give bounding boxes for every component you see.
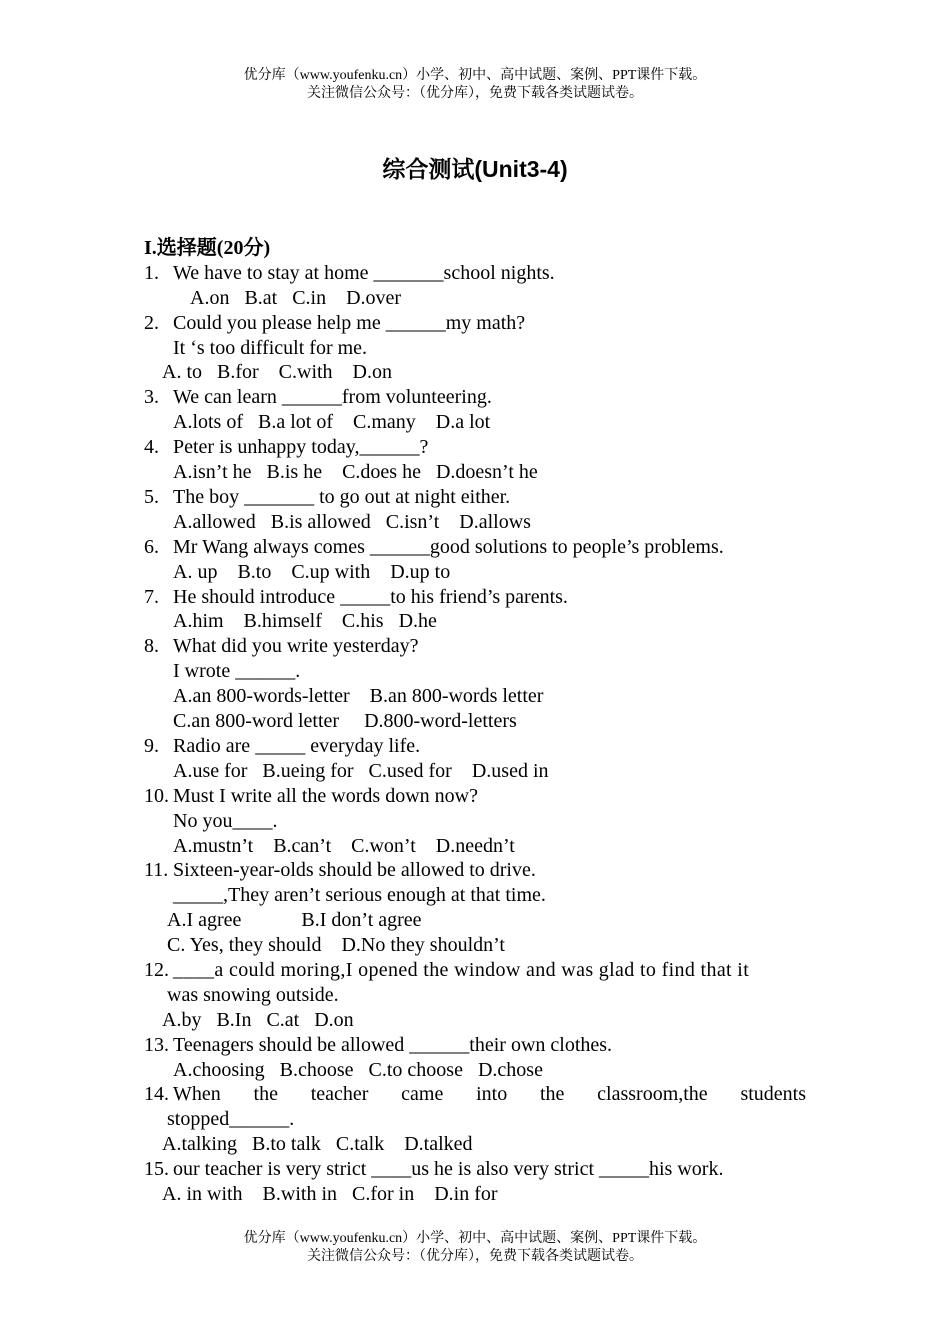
- question-options: A.choosing B.choose C.to choose D.chose: [173, 1058, 543, 1081]
- footer-line-1: 优分库（www.youfenku.cn）小学、初中、高中试题、案例、PPT课件下载。: [243, 1231, 707, 1246]
- question-number: 2.: [144, 311, 159, 334]
- question-options: A.use for B.ueing for C.used for D.used in: [173, 759, 549, 782]
- question-text: Sixteen-year-olds should be allowed to drive.: [173, 859, 536, 882]
- question-options: A. in with B.with in C.for in D.in for: [162, 1183, 498, 1206]
- exam-content: [144, 236, 806, 1207]
- question-text: our teacher is very strict ____us he is also very strict _____his work.: [173, 1158, 724, 1181]
- question-6: [144, 535, 806, 560]
- page-footer: [0, 1230, 950, 1266]
- question-number: 11.: [144, 859, 169, 882]
- question-number: 7.: [144, 585, 159, 608]
- question-9: [144, 734, 806, 759]
- question-number: 3.: [144, 386, 159, 409]
- question-number: 13.: [144, 1033, 169, 1056]
- page-header: [0, 67, 950, 103]
- question-2: [144, 311, 806, 336]
- section-title: I.选择题(20分): [144, 237, 271, 259]
- question-text: Must I write all the words down now?: [173, 784, 478, 807]
- question-15: [144, 1157, 806, 1182]
- question-text: Could you please help me ______my math?: [173, 311, 526, 334]
- question-1: [144, 261, 806, 286]
- question-number: 14.: [144, 1083, 169, 1106]
- header-line-2: 关注微信公众号：（优分库），免费下载各类试题试卷。: [307, 86, 643, 101]
- question-options: A.on B.at C.in D.over: [190, 286, 402, 309]
- question-13: [144, 1033, 806, 1058]
- question-number: 10.: [144, 784, 169, 807]
- question-options: A.him B.himself C.his D.he: [173, 610, 437, 633]
- question-text: The boy _______ to go out at night either.: [173, 485, 511, 508]
- question-text: What did you write yesterday?: [173, 635, 419, 658]
- question-options: A. up B.to C.up with D.up to: [173, 560, 451, 583]
- question-number: 9.: [144, 734, 159, 757]
- question-text: Mr Wang always comes ______good solutions to people’s problems.: [173, 535, 724, 558]
- question-extra: I wrote ______.: [173, 660, 301, 683]
- question-options: A.I agree B.I don’t agree: [167, 909, 422, 932]
- question-text: He should introduce _____to his friend’s parents.: [173, 585, 568, 608]
- question-options: C.an 800-word letter D.800-word-letters: [173, 710, 517, 733]
- question-continuation: was snowing outside.: [167, 983, 339, 1006]
- question-number: 5.: [144, 485, 159, 508]
- question-5: [144, 485, 806, 510]
- question-14: [144, 1082, 806, 1107]
- header-line-1: 优分库（www.youfenku.cn）小学、初中、高中试题、案例、PPT课件下载。: [243, 68, 707, 83]
- question-continuation: stopped______.: [167, 1108, 295, 1131]
- question-extra: No you____.: [173, 809, 278, 832]
- question-number: 4.: [144, 436, 159, 459]
- footer-line-2: 关注微信公众号：（优分库），免费下载各类试题试卷。: [307, 1249, 643, 1264]
- question-text: We can learn ______from volunteering.: [173, 386, 492, 409]
- question-options: A.an 800-words-letter B.an 800-words letter: [173, 685, 544, 708]
- question-8: [144, 634, 806, 659]
- question-text: ____a could moring,I opened the window and was glad to find that it: [173, 959, 750, 981]
- question-options: C. Yes, they should D.No they shouldn’t: [167, 934, 505, 957]
- question-options: A.isn’t he B.is he C.does he D.doesn’t he: [173, 461, 538, 484]
- question-7: [144, 585, 806, 610]
- question-number: 12.: [144, 959, 169, 981]
- question-number: 1.: [144, 261, 159, 284]
- question-text: Teenagers should be allowed ______their own clothes.: [173, 1033, 613, 1056]
- question-options: A.allowed B.is allowed C.isn’t D.allows: [173, 510, 531, 533]
- question-options: A.talking B.to talk C.talk D.talked: [162, 1133, 473, 1156]
- question-12: [144, 958, 806, 983]
- question-text: Peter is unhappy today,______?: [173, 436, 429, 459]
- question-extra: It ‘s too difficult for me.: [173, 336, 368, 359]
- question-number: 8.: [144, 635, 159, 658]
- question-text: Radio are _____ everyday life.: [173, 734, 421, 757]
- document-title: 综合测试(Unit3-4): [382, 156, 568, 182]
- question-options: A.by B.In C.at D.on: [162, 1008, 354, 1031]
- question-3: [144, 385, 806, 410]
- question-number: 15.: [144, 1158, 169, 1181]
- question-4: [144, 435, 806, 460]
- question-options: A. to B.for C.with D.on: [162, 361, 392, 384]
- question-text: When the teacher came into the classroom,the students: [173, 1083, 806, 1106]
- question-extra: _____,They aren’t serious enough at that time.: [173, 884, 546, 907]
- question-text: We have to stay at home _______school nights.: [173, 261, 555, 284]
- question-10: [144, 784, 806, 809]
- question-options: A.lots of B.a lot of C.many D.a lot: [173, 411, 491, 434]
- question-11: [144, 858, 806, 883]
- question-options: A.mustn’t B.can’t C.won’t D.needn’t: [173, 834, 515, 857]
- question-number: 6.: [144, 535, 159, 558]
